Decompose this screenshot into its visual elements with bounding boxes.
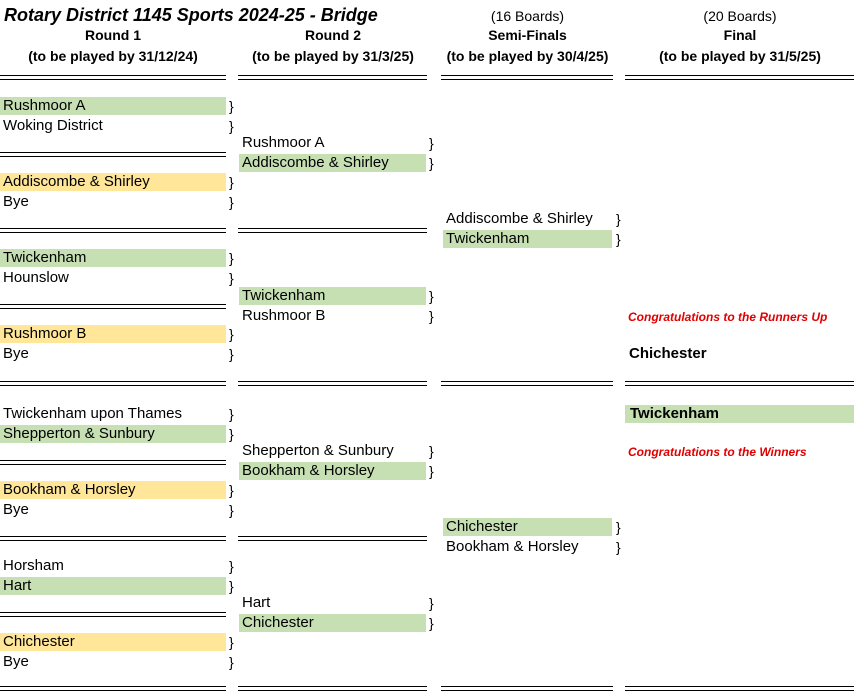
round1-team: Bye <box>3 501 29 518</box>
double-rule <box>0 460 226 465</box>
double-rule <box>238 75 427 80</box>
bracket-symbol: } <box>229 346 234 362</box>
bracket-symbol: } <box>429 135 434 151</box>
bracket-symbol: } <box>616 231 621 247</box>
header-line1: (20 Boards) <box>703 8 777 24</box>
bracket-symbol: } <box>429 463 434 479</box>
round1-team: Bye <box>3 653 29 670</box>
double-rule <box>0 228 226 233</box>
header-round1 <box>0 10 226 66</box>
bracket-symbol: } <box>616 211 621 227</box>
double-rule <box>238 536 427 541</box>
round1-team: Bye <box>3 193 29 210</box>
round2-team: Twickenham <box>239 287 426 305</box>
double-rule <box>625 381 854 386</box>
bracket-symbol: } <box>429 308 434 324</box>
round2-team: Addiscombe & Shirley <box>239 154 426 172</box>
header-round-name: Round 1 <box>85 27 141 43</box>
header-round2 <box>238 10 428 66</box>
bracket-symbol: } <box>229 250 234 266</box>
double-rule <box>0 612 226 617</box>
bracket-symbol: } <box>229 502 234 518</box>
header-semis <box>440 7 615 66</box>
round1-team: Hounslow <box>3 269 69 286</box>
bracket-symbol: } <box>229 118 234 134</box>
double-rule <box>441 75 613 80</box>
round1-team: Bye <box>3 345 29 362</box>
bracket-symbol: } <box>229 270 234 286</box>
double-rule <box>625 75 854 80</box>
bracket-symbol: } <box>229 578 234 594</box>
double-rule <box>238 381 427 386</box>
double-rule <box>0 381 226 386</box>
round1-team: Rushmoor A <box>0 97 226 115</box>
round1-team: Addiscombe & Shirley <box>0 173 226 191</box>
header-deadline: (to be played by 31/3/25) <box>252 48 414 64</box>
round1-team: Rushmoor B <box>0 325 226 343</box>
header-deadline: (to be played by 30/4/25) <box>446 48 609 64</box>
double-rule <box>441 381 613 386</box>
bracket-symbol: } <box>429 288 434 304</box>
header-round-name: Semi-Finals <box>488 27 567 43</box>
header-deadline: (to be played by 31/5/25) <box>659 48 821 64</box>
double-rule <box>441 686 613 691</box>
bracket-symbol: } <box>429 595 434 611</box>
round1-team: Bookham & Horsley <box>0 481 226 499</box>
double-rule <box>238 228 427 233</box>
semifinal-team: Addiscombe & Shirley <box>446 210 593 227</box>
bracket-symbol: } <box>229 482 234 498</box>
semifinal-team: Bookham & Horsley <box>446 538 579 555</box>
double-rule <box>0 536 226 541</box>
bracket-symbol: } <box>229 326 234 342</box>
bracket-symbol: } <box>229 558 234 574</box>
round1-team: Horsham <box>3 557 64 574</box>
bracket-symbol: } <box>429 615 434 631</box>
bracket-symbol: } <box>616 539 621 555</box>
runners-up-message: Congratulations to the Runners Up <box>628 310 828 324</box>
header-round-name: Final <box>723 27 757 43</box>
round2-team: Chichester <box>239 614 426 632</box>
round2-team: Shepperton & Sunbury <box>242 442 394 459</box>
bracket-symbol: } <box>229 406 234 422</box>
semifinal-team: Chichester <box>443 518 612 536</box>
runner-up-team: Chichester <box>629 345 707 362</box>
winners-message: Congratulations to the Winners <box>628 445 807 459</box>
header-line1: (16 Boards) <box>490 8 565 24</box>
bracket-symbol: } <box>429 443 434 459</box>
round1-team: Chichester <box>0 633 226 651</box>
double-rule <box>625 686 854 691</box>
header-round-name: Round 2 <box>305 27 361 43</box>
bracket-symbol: } <box>229 634 234 650</box>
header-deadline: (to be played by 31/12/24) <box>28 48 198 64</box>
round1-team: Hart <box>0 577 226 595</box>
round2-team: Rushmoor B <box>242 307 326 324</box>
double-rule <box>0 304 226 309</box>
round1-team: Twickenham upon Thames <box>3 405 182 422</box>
bracket-symbol: } <box>229 194 234 210</box>
round2-team: Rushmoor A <box>242 134 325 151</box>
bracket-symbol: } <box>229 98 234 114</box>
bracket-symbol: } <box>429 155 434 171</box>
header-final <box>624 7 856 66</box>
double-rule <box>0 152 226 157</box>
round2-team: Hart <box>242 594 271 611</box>
double-rule <box>0 75 226 80</box>
bracket-symbol: } <box>229 174 234 190</box>
round1-team: Shepperton & Sunbury <box>0 425 226 443</box>
round2-team: Bookham & Horsley <box>239 462 426 480</box>
bracket-symbol: } <box>229 654 234 670</box>
round1-team: Woking District <box>3 117 103 134</box>
winner-team: Twickenham <box>625 405 854 423</box>
page-title: Rotary District 1145 Sports 2024-25 - Bridge <box>4 5 378 25</box>
bracket-symbol: } <box>229 426 234 442</box>
bracket-symbol: } <box>616 519 621 535</box>
round1-team: Twickenham <box>0 249 226 267</box>
semifinal-team: Twickenham <box>443 230 612 248</box>
double-rule <box>238 686 427 691</box>
double-rule <box>0 686 226 691</box>
